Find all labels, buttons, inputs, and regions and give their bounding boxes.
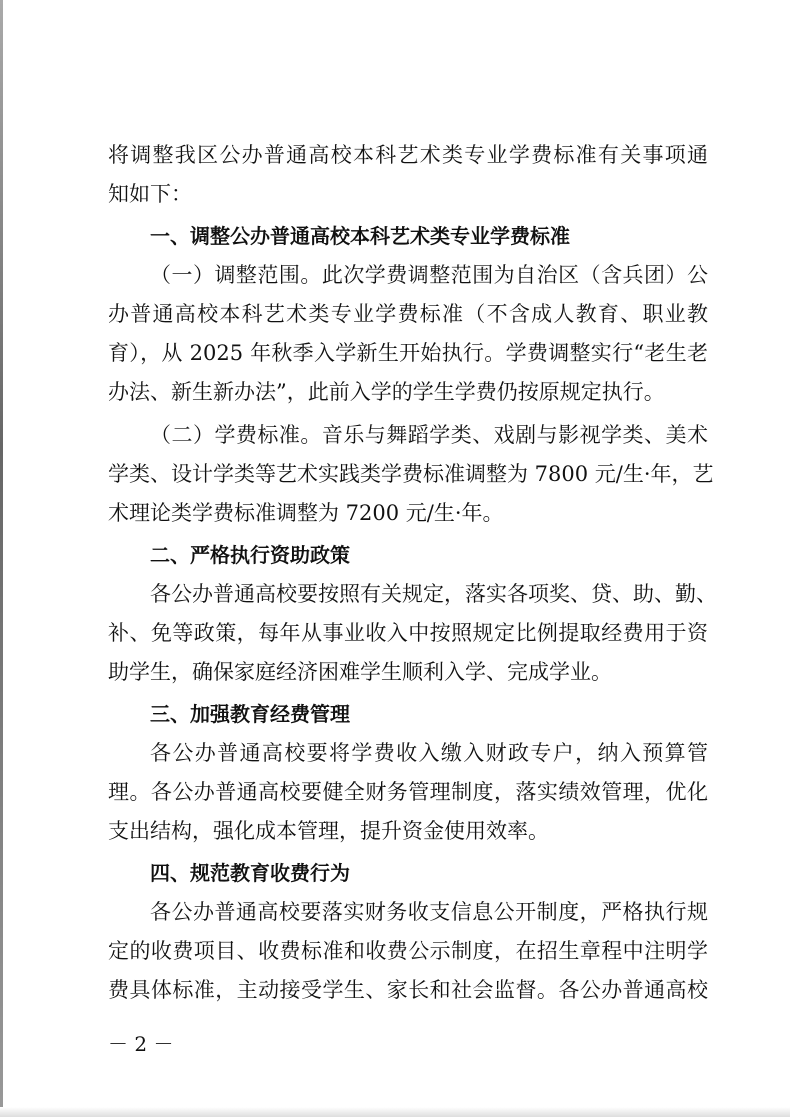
section-heading-2: 二、严格执行资助政策: [150, 543, 350, 567]
section-heading-3: 三、加强教育经费管理: [150, 702, 350, 726]
body-line: 将调整我区公办普通高校本科艺术类专业学费标准有关事项通: [108, 143, 708, 167]
page-number: － 2 －: [108, 1032, 174, 1056]
body-line: 理。各公办普通高校要健全财务管理制度，落实绩效管理，优化: [108, 780, 708, 804]
body-line: 支出结构，强化成本管理，提升资金使用效率。: [108, 819, 549, 843]
body-line: 学类、设计学类等艺术实践类学费标准调整为 7800 元/生·年，艺: [108, 462, 714, 486]
body-line: 各公办普通高校要将学费收入缴入财政专户，纳入预算管: [150, 741, 708, 765]
scan-edge-left: [0, 0, 3, 1117]
body-line: 知如下：: [108, 182, 192, 206]
body-line: （一）调整范围。此次学费调整范围为自治区（含兵团）公: [150, 263, 708, 287]
body-line: 各公办普通高校要落实财务收支信息公开制度，严格执行规: [150, 900, 708, 924]
scan-edge-bottom: [0, 1107, 790, 1117]
body-line: 术理论类学费标准调整为 7200 元/生·年。: [108, 501, 504, 525]
section-heading-4: 四、规范教育收费行为: [150, 861, 350, 885]
body-line: 办普通高校本科艺术类专业学费标准（不含成人教育、职业教: [108, 302, 708, 326]
body-line: 补、免等政策，每年从事业收入中按照规定比例提取经费用于资: [108, 621, 708, 645]
body-line: 育），从 2025 年秋季入学新生开始执行。学费调整实行“老生老: [108, 341, 708, 365]
body-line: 定的收费项目、收费标准和收费公示制度，在招生章程中注明学: [108, 939, 708, 963]
body-line: 办法、新生新办法”，此前入学的学生学费仍按原规定执行。: [108, 380, 665, 404]
section-heading-1: 一、调整公办普通高校本科艺术类专业学费标准: [150, 224, 570, 248]
body-line: （二）学费标准。音乐与舞蹈学类、戏剧与影视学类、美术: [150, 423, 708, 447]
body-line: 助学生，确保家庭经济困难学生顺利入学、完成学业。: [108, 660, 612, 684]
body-line: 各公办普通高校要按照有关规定，落实各项奖、贷、助、勤、: [150, 582, 717, 606]
body-line: 费具体标准，主动接受学生、家长和社会监督。各公办普通高校: [108, 978, 708, 1002]
